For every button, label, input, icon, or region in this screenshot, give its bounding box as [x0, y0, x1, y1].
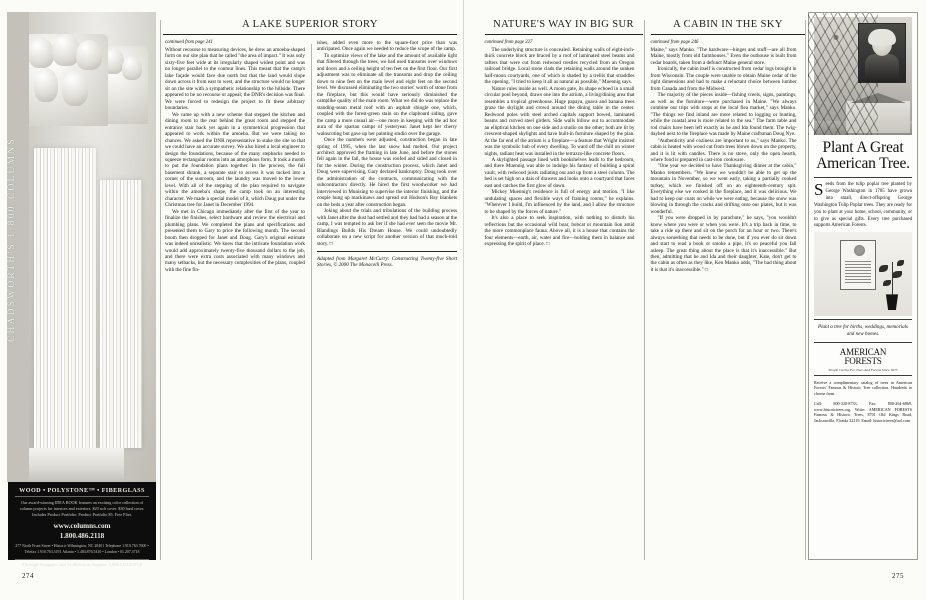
paragraph: We came up with a new scheme that stepped the kitchen and dining room to the rear behind the great room and stepped the entrance stair back yet again in a symmetrical progression that appeared to work within the amoeba. But we were taking no chances. We asked the DNR representative to stake the site so that we could have an accurate survey. We also hired a local engineer to design the foundations, because of the many stepbacks needed to squeeze rectangular rooms into an amorphous form. It took a month to put the foundation plans together. In the process, the full basement shrank, a separate stair to access it was tucked into a corner of the sunroom, and the laundry was moved to the lower level. With all of the stepping of the plan required to navigate within the amoeba's shape, the camp took on an interesting character. We made a special model of it, which Doug put under the Christmas tree for Janet in December 1994.: [165, 111, 305, 209]
column-divider: [644, 20, 645, 560]
article-credit: Adapted from Margaret McCurry: Constructing Twenty-five Short Stories, © 2000 The Monacelli Press.: [317, 256, 457, 269]
column-plinth: [18, 448, 124, 482]
paragraph: Once the numbers were adjusted, construction began in late spring of 1995, when the last snow had melted. Our project architect approved the framing in late June, and before the stones fell again in the fall, the house was roofed and sided and closed in for the winter. During the construction process, which Janet and Doug were supervising, Gary declared bankruptcy. Doug took over the administration of the contracts, communicating with the subcontractors directly. He hired the first woodworker we had interviewed in Munising to supervise the interior finishing, and the couple hung up mackinaws and spread out Hudson's Bay blankets on the beds a year after construction began.: [317, 137, 457, 208]
portrait-hair: [868, 29, 896, 45]
leaf-icon: [879, 265, 888, 272]
leaf-icon: [897, 260, 904, 266]
washington-mount-vernon-photo: [814, 17, 912, 135]
ad-body-copy: eeds from the tulip poplar tree planted by George Washington in 1785 have grown into small, direct-offspring George Washington Tulip Poplar trees. They are ready for you to plant at your home, school, community, or to give as special gifts. Every tree purchased supports American Forests.: [814, 182, 912, 229]
paragraph: The majority of the pieces inside—fishing creels, signs, paintings, as well as the furniture—were purchased in Maine. "We always combine our trips with stops at the local flea market," says Manko. "The things we find inland are more related to logging or hunting, while the coastal area is more related to the sea." The farm table and rod chairs have been left exactly as he and Ida found them. The twig-daybed next to the fireplace was made by Maine craftsman Doug Nye.: [650, 92, 797, 138]
page-number-right: 275: [892, 572, 904, 580]
ad-chadsworth-columns[interactable]: [7, 12, 156, 567]
article-b-column-1: [485, 40, 635, 248]
column-divider: [160, 20, 161, 560]
george-washington-portrait: [858, 23, 906, 83]
ad-chadsworth-info-panel[interactable]: [8, 482, 156, 567]
ad-phone[interactable]: 1.800.486.2118: [59, 532, 105, 541]
article-c-column-1: [651, 40, 797, 273]
right-page: [463, 0, 926, 600]
ad-footer-line: Through Designers and Architects or Inquire: 1.800.COLUMNS: [15, 559, 149, 567]
american-forests-logo: [814, 348, 912, 376]
acanthus-leaf-icon: [62, 70, 88, 106]
column-shaft-back: [100, 180, 142, 448]
seedling-certificate-illustration: [814, 232, 912, 316]
acanthus-leaf-icon: [76, 40, 102, 70]
paragraph: "Authenticity and coziness are important to us," says Manko. The cabin is heated with wood cut from trees blown down on the property, and it is lit with candles. There is no stove, only the open hearth, where food is prepared in cast-iron cookware.: [650, 137, 797, 163]
article-header-cabin-sky: A CABIN IN THE SKY: [651, 19, 806, 35]
credit-divider: [317, 251, 457, 252]
paragraph: To optimize views of the lake and the amount of available light that filtered through the trees, we had used transoms over windows and doors and a ceiling height of ten feet on the first floor. Our first adjustment was to eliminate all the transoms and drop the ceiling down to nine feet on the main level and eight feet on the second level. We discussed eliminating the two stories' worth of stone from the fireplace, but this would have seriously diminished the camplike quality of the main room. What we did do was replace the standing-seam metal roof with an asphalt shingle one, which, coupled with the forest-green stain on the clapboard siding, gave the camp a more casual air—one more in keeping with the ad hoc aura of the spartan camps of yesteryear. Janet kept her cherry wainscoting but gave up her painting studio over the garage.: [317, 52, 457, 137]
logo-line-2: FORESTS: [844, 355, 882, 366]
paragraph: A skylighted passage lined with bookshelves leads to the bedroom, and there Muennig was able to indulge his fantasy of building a spiral vault, with redwood joists radiating out and up from a steel column. The bed is set high on a dais of drawers and looks onto a courtyard that faces east and catches the first glow of dawn.: [484, 156, 635, 189]
paragraph: "One year we decided to have Thanksgiving dinner at the cabin," Manko remembers. "We knew we wouldn't be able to get up the mountain in November, so we went early, taking a partially cooked turkey, which we finished off on an eighteenth-century spit. Everything else we cooked in the fireplace, and it was delicious. We had to keep our coats on while we were eating, because the snow was blowing in through the cracks and drifting onto our plates, but it was wonderful.: [650, 163, 797, 215]
tree-certificate: [840, 240, 876, 290]
drop-cap: S: [814, 180, 824, 200]
ad-american-forests[interactable]: [808, 12, 918, 560]
ad-website[interactable]: www.columns.com: [53, 522, 111, 531]
paragraph: Joking about the trials and tribulations of the building process with Janet after the dust had settled and they had had a season at the camp, I was tempted to ask her if she had ever seen the movie Mr. Blandings Builds His Dream House. We could undoubtedly collaborate on a new script for another version of that much-told story. □: [317, 208, 457, 247]
leaf-icon: [883, 280, 891, 286]
column-divider: [311, 44, 312, 560]
paragraph: Ironically, the cabin itself is constructed from cedar logs brought in from Wisconsin. The couple were unable to obtain Maine cedar of the right dimensions and had to make a reluctant choice between lumber from Canada and from the Midwest.: [650, 66, 797, 92]
article-a-column-2: [317, 40, 457, 269]
flower-pot-icon: [884, 294, 900, 310]
ad-materials-line: WOOD • POLYSTONE™ • FIBERGLASS: [15, 487, 149, 497]
logo-tagline: People Caring For Trees And Forests Since 1875: [814, 368, 912, 376]
ad-description: Our award-winning IDEA BOOK features an exciting color collection of column projects for interiors and exteriors. $20 soft cover. $30 hard cover. Includes Product Portfolio. Product Portfolio $5. Free Flier.: [19, 500, 145, 518]
ad-body-text: [814, 182, 912, 230]
column-shaft-main: [34, 148, 96, 448]
column-photograph: [8, 12, 156, 482]
page-number-left: 274: [22, 572, 34, 580]
article-header-lake-superior: A LAKE SUPERIOR STORY: [163, 19, 457, 35]
column-divider: [805, 20, 806, 560]
continued-from-note: continued from page 227: [484, 40, 533, 45]
acanthus-leaf-icon: [34, 68, 58, 102]
ad-catalog-offer: Receive a complimentary catalog of trees in American Forests' Famous & Historic Tree collection. Hundreds to choose from.: [814, 379, 912, 397]
acanthus-leaf-icon: [28, 38, 54, 68]
continued-from-note: continued from page 241: [165, 40, 213, 45]
leaf-icon: [892, 271, 902, 278]
paragraph: Maine," says Manko. "The hardware—hinges and stuff—are all from Maine, mostly from old farmhouses." Even the outhouse is built from cedar boards, taken from a defunct Maine general store.: [650, 47, 797, 66]
paragraph: Nature rules inside as well. A moon gate, its shape echoed in a small circular pool beyond, draws one into the atrium, a living/dining area that resembles a tropical greenhouse. Huge papaya, guava and banana trees graze the skylight and crowd around the dining table in the center. Redwood poles with steel arched capitals support bowed, laminated beams and curved steel girders. Side walls billow out to accommodate an elliptical kitchen on one side and a studio on the other; both are lit by crescent-shaped skylights and have built-in furniture shaped by the plan. At the far end of the atrium is a fireplace—a feature that Wright insisted was the symbolic hub of every dwelling. To ward off the chill on winter nights, radiant heat was installed in the terrazzo-like concrete floors.: [484, 85, 635, 157]
paragraph: Without recourse to measuring devices, he drew an amoeba-shaped form on our site plan that he called "the area of impact." It was only sixty-five feet wide at its irregularly shaped widest point and was no longer parallel to the contour lines. This meant that the camp's lake façade would face due north but that the land would slope down across it from east to west, and the structure would no longer sit on the site with a sympathetic relationship to the hillside. There appeared to be no recourse or appeal; the DNR's decision was final. We were forced to redesign the project to fit these arbitrary boundaries.: [165, 47, 305, 112]
paragraph: "If you were dropped in by parachute," he says, "you wouldn't know where you were or when you were. It's a trip back in time, to take a ride up there and sit on the porch for an hour or two. There's always something that needs to be done, but if you ever do sit down and start to read a book or smoke a pipe, it's so peaceful you fall asleep. The great thing about the place is that it's inaccessible." But then, admitting that he and Ida and their daughter, Kate, don't get to the cabin as often as they like, Ken Manko adds, "The bad thing about it is that it's inaccessible." □: [650, 215, 797, 273]
ad-vertical-brand-text: CHADSWORTH'S 1·800·COLUMNS: [7, 12, 29, 482]
seal-icon: [854, 245, 865, 256]
seedling-stem: [892, 262, 894, 296]
ad-address: 277 North Front Street • Historic Wilmington, NC 28401 Telephone 1.910.763.7600 • Telefax 1.910.763.3191 Atlanta • 1.404.876.5410 • London • 01.207.3718: [15, 544, 149, 555]
paragraph: ishes, added even more to the square-foot price than was anticipated. Once again we needed to reduce the scope of the camp.: [317, 40, 457, 53]
logo-line-1: AMERICAN: [839, 347, 887, 358]
article-a-column-1: [165, 40, 305, 273]
ad-italic-tagline: Plant a tree for births, weddings, memorials and new homes.: [814, 319, 912, 343]
paragraph: The underlying structure is concealed. Retaining walls of eight-inch-thick concrete block are braced by a roof of laminated steel beams and rafters that were cut from redwood trestles recycled from an Oregon railroad bridge. Local stone clads the retaining walls around the sunken half-moon courtyards, one of which is shaded by a trellis that straddles the opening. "I tried to keep it all as natural as possible," Muennig says.: [484, 47, 635, 86]
ad-headline: Plant A Great American Tree.: [814, 140, 912, 178]
paragraph: We met in Chicago immediately after the first of the year to finalize the finishes, select hardware and review the electrical and plumbing plans. We completed the plans and specifications and presented them to Gary to price the following month. The second boom then dropped for Janet and Doug. Gary's original estimate was indeed unrealistic. We knew that the intricate foundation work would add approximately twenty-five thousand dollars to the job, and there were extra costs associated with many windows and many setbacks, but the necessary complexities of the plans, coupled with the fine fin-: [165, 208, 305, 273]
article-header-big-sur: NATURE'S WAY IN BIG SUR: [485, 19, 643, 35]
portrait-coat: [865, 54, 899, 82]
ad-contact-details[interactable]: Call: 800-320-8733, Fax: 800-264-6869, www.historictrees.org, Write: AMERICAN FORESTS Famous & Historic Trees, 8701 Old Kings Road, Jacksonville, Florida 32219. Email: historictrees@aol.com: [814, 400, 912, 424]
acanthus-leaf-icon: [122, 56, 142, 80]
paragraph: Mickey Muennig's residence is full of energy and motion. "I like undulating spaces and flexible ways of framing rooms," he explains. "Wherever I build, I'm influenced by the land, and I allow the structure to be shaped by the forces of nature.": [484, 189, 635, 215]
continued-from-note: continued from page 246: [650, 40, 699, 45]
paragraph: It's also a place to seek inspiration, with nothing to disturb his reflections but the occasional wild boar, bobcat or mountain lion amid the more commonplace fauna. Above all, it is a house that contains the four elements—earth, air, water and fire—holding them in balance and expressing the spirit of place. □: [484, 215, 635, 248]
